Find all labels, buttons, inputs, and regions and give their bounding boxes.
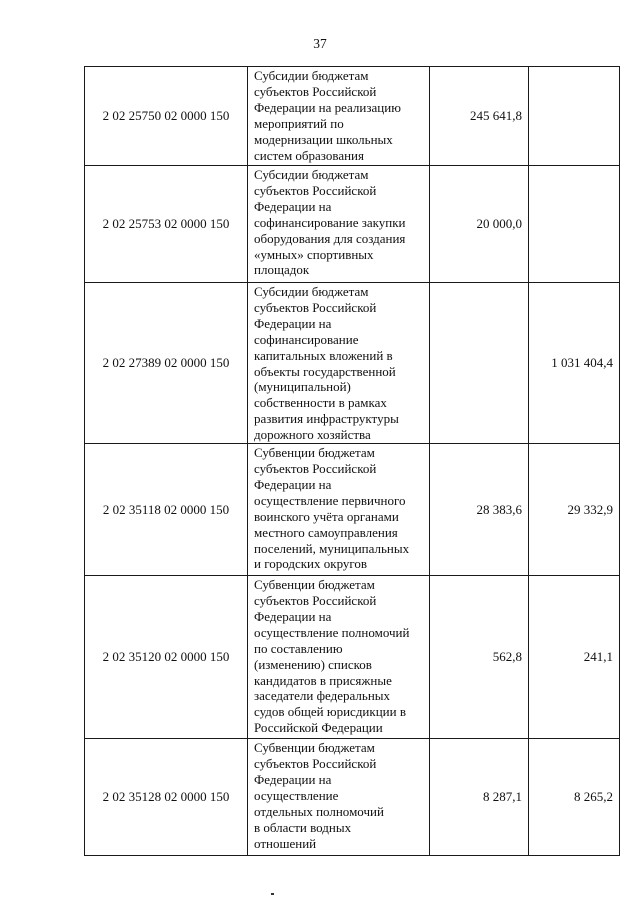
- description-line: Федерации на: [254, 315, 332, 331]
- description-line: местного самоуправления: [254, 524, 398, 540]
- description-cell: [248, 576, 430, 739]
- description-line: осуществление: [254, 787, 339, 803]
- description-cell: [248, 739, 430, 856]
- description-line: развития инфраструктуры: [254, 411, 399, 427]
- description-line: Субсидии бюджетам: [254, 68, 369, 83]
- amount-second-year-cell: 1 031 404,4: [529, 283, 620, 444]
- description-line: субъектов Российской: [254, 755, 377, 771]
- budget-code-cell: 2 02 27389 02 0000 150: [85, 283, 248, 444]
- description-line: Субвенции бюджетам: [254, 445, 375, 461]
- description-cell: [248, 444, 430, 576]
- budget-code-cell: 2 02 25753 02 0000 150: [85, 166, 248, 283]
- description-line: софинансирование закупки: [254, 214, 406, 230]
- amount-second-year-cell: 241,1: [529, 576, 620, 739]
- description-line: «умных» спортивных: [254, 246, 374, 262]
- amount-first-year-cell: 8 287,1: [430, 739, 529, 856]
- description-line: в области водных: [254, 819, 352, 835]
- description-line: модернизации школьных: [254, 131, 393, 147]
- description-line: отношений: [254, 835, 317, 851]
- description-line: (муниципальной): [254, 379, 351, 395]
- description-line: Федерации на: [254, 476, 332, 492]
- table-row: [85, 739, 620, 856]
- budget-code-cell: 2 02 35128 02 0000 150: [85, 739, 248, 856]
- table-row: [85, 283, 620, 444]
- description-line: дорожного хозяйства: [254, 427, 371, 443]
- description-line: Субвенции бюджетам: [254, 740, 375, 756]
- budget-code-cell: 2 02 35118 02 0000 150: [85, 444, 248, 576]
- amount-first-year-cell: 245 641,8: [430, 67, 529, 166]
- description-cell: [248, 166, 430, 283]
- description-line: собственности в рамках: [254, 395, 387, 411]
- description-line: и городских округов: [254, 556, 368, 572]
- description-line: субъектов Российской: [254, 592, 377, 608]
- description-line: объекты государственной: [254, 363, 396, 379]
- description-line: софинансирование: [254, 331, 359, 347]
- table-row: [85, 166, 620, 283]
- amount-second-year-cell: [529, 67, 620, 166]
- amount-first-year-cell: 20 000,0: [430, 166, 529, 283]
- description-line: капитальных вложений в: [254, 347, 393, 363]
- description-line: заседатели федеральных: [254, 688, 391, 704]
- description-line: Федерации на реализацию: [254, 99, 401, 115]
- table-row: [85, 67, 620, 166]
- description-line: площадок: [254, 262, 310, 278]
- table-row: [85, 444, 620, 576]
- description-line: Федерации на: [254, 608, 332, 624]
- description-line: Федерации на: [254, 771, 332, 787]
- description-line: воинского учёта органами: [254, 508, 399, 524]
- amount-first-year-cell: 562,8: [430, 576, 529, 739]
- description-line: мероприятий по: [254, 115, 344, 131]
- budget-code-cell: 2 02 25750 02 0000 150: [85, 67, 248, 166]
- description-line: (изменению) списков: [254, 656, 372, 672]
- description-line: субъектов Российской: [254, 460, 377, 476]
- description-line: осуществление первичного: [254, 492, 406, 508]
- description-line: оборудования для создания: [254, 230, 406, 246]
- amount-second-year-cell: 8 265,2: [529, 739, 620, 856]
- description-line: субъектов Российской: [254, 83, 377, 99]
- description-line: кандидатов в присяжные: [254, 672, 392, 688]
- amount-second-year-cell: 29 332,9: [529, 444, 620, 576]
- description-line: систем образования: [254, 147, 364, 163]
- scan-speck: [271, 893, 274, 895]
- page-number: 37: [313, 36, 327, 51]
- description-line: субъектов Российской: [254, 299, 377, 315]
- amount-second-year-cell: [529, 166, 620, 283]
- description-line: Субсидии бюджетам: [254, 284, 369, 299]
- description-cell: [248, 67, 430, 166]
- table-row: [85, 576, 620, 739]
- amount-first-year-cell: 28 383,6: [430, 444, 529, 576]
- description-line: отдельных полномочий: [254, 803, 384, 819]
- description-line: Субвенции бюджетам: [254, 577, 375, 593]
- budget-table-body: [85, 67, 620, 856]
- description-cell: [248, 283, 430, 444]
- description-line: по составлению: [254, 640, 343, 656]
- description-line: Федерации на: [254, 198, 332, 214]
- description-line: Субсидии бюджетам: [254, 167, 369, 182]
- amount-first-year-cell: [430, 283, 529, 444]
- description-line: судов общей юрисдикции в: [254, 704, 406, 720]
- description-line: осуществление полномочий: [254, 624, 410, 640]
- description-line: Российской Федерации: [254, 720, 383, 736]
- description-line: поселений, муниципальных: [254, 540, 410, 556]
- description-line: субъектов Российской: [254, 182, 377, 198]
- budget-code-cell: 2 02 35120 02 0000 150: [85, 576, 248, 739]
- budget-table: [84, 66, 620, 856]
